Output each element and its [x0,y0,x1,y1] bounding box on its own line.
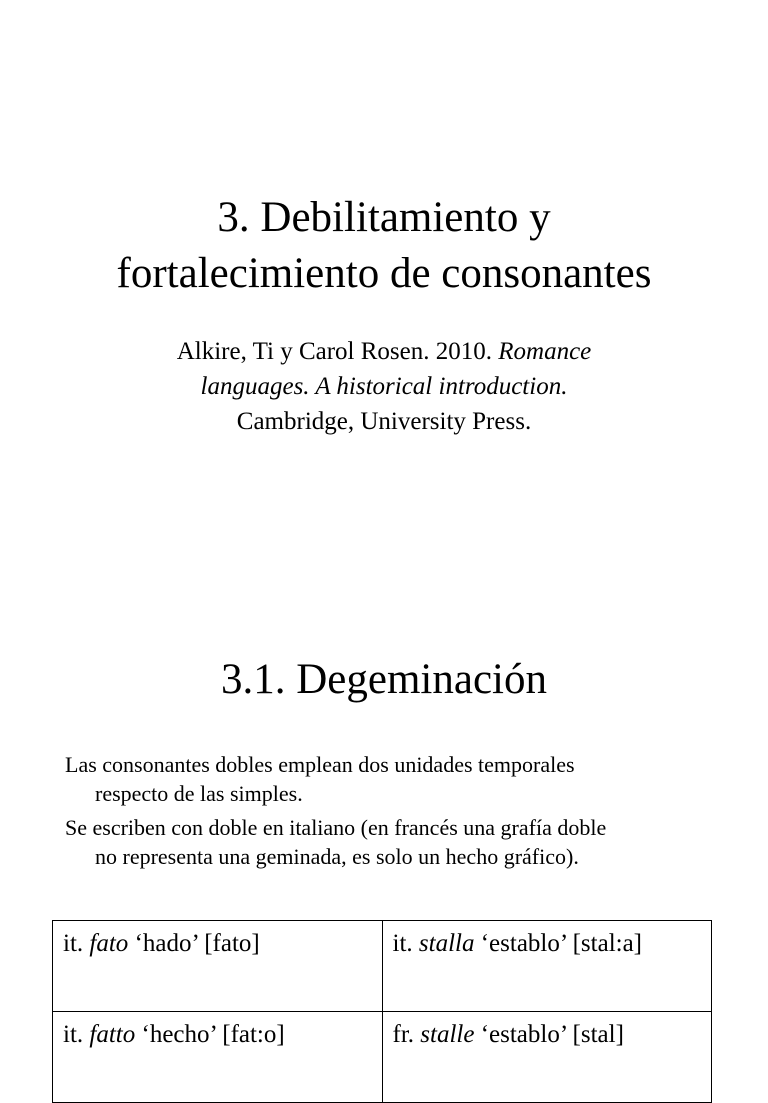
example-word: stalle [420,1021,475,1048]
table-cell [53,921,383,1012]
example-word: fatto [89,1021,136,1048]
citation-publisher: Cambridge, University Press. [236,408,532,435]
language-prefix: fr. [392,1021,421,1048]
slide-title-line1: 3. Debilitamiento y [217,194,551,241]
example-word: stalla [418,930,475,957]
citation-authors: Alkire, Ti y Carol Rosen. 2010. [176,338,492,365]
table-cell [53,1012,383,1103]
paragraph-line: no representa una geminada, es solo un hecho gráfico). [95,844,579,869]
paragraph-line: Se escriben con doble en italiano (en francés una grafía doble [65,815,607,840]
language-prefix: it. [63,930,90,957]
paragraph-double-consonants [65,750,702,808]
slide-title-line2: fortalecimiento de consonantes [116,250,652,297]
language-prefix: it. [63,1021,90,1048]
paragraph-line: Las consonantes dobles emplean dos unidades temporales [65,752,575,777]
citation-book-title-part1: Romance [498,338,592,365]
examples-table [52,920,712,1103]
bibliographic-citation [0,334,768,439]
gloss-transcription: ‘establo’ [stal:a] [474,930,643,957]
section-title: 3.1. Degeminación [221,656,547,703]
citation-book-title-part2: languages. A historical introduction. [200,373,568,400]
table-cell [382,1012,712,1103]
example-word: fato [89,930,129,957]
paragraph-italian-spelling [65,813,702,871]
gloss-transcription: ‘establo’ [stal] [474,1021,624,1048]
table-row [53,1012,712,1103]
gloss-transcription: ‘hecho’ [fat:o] [135,1021,285,1048]
gloss-transcription: ‘hado’ [fato] [128,930,260,957]
table-row [53,921,712,1012]
table-cell [382,921,712,1012]
paragraph-line: respecto de las simples. [95,781,303,806]
language-prefix: it. [392,930,419,957]
slide-title [0,190,768,302]
